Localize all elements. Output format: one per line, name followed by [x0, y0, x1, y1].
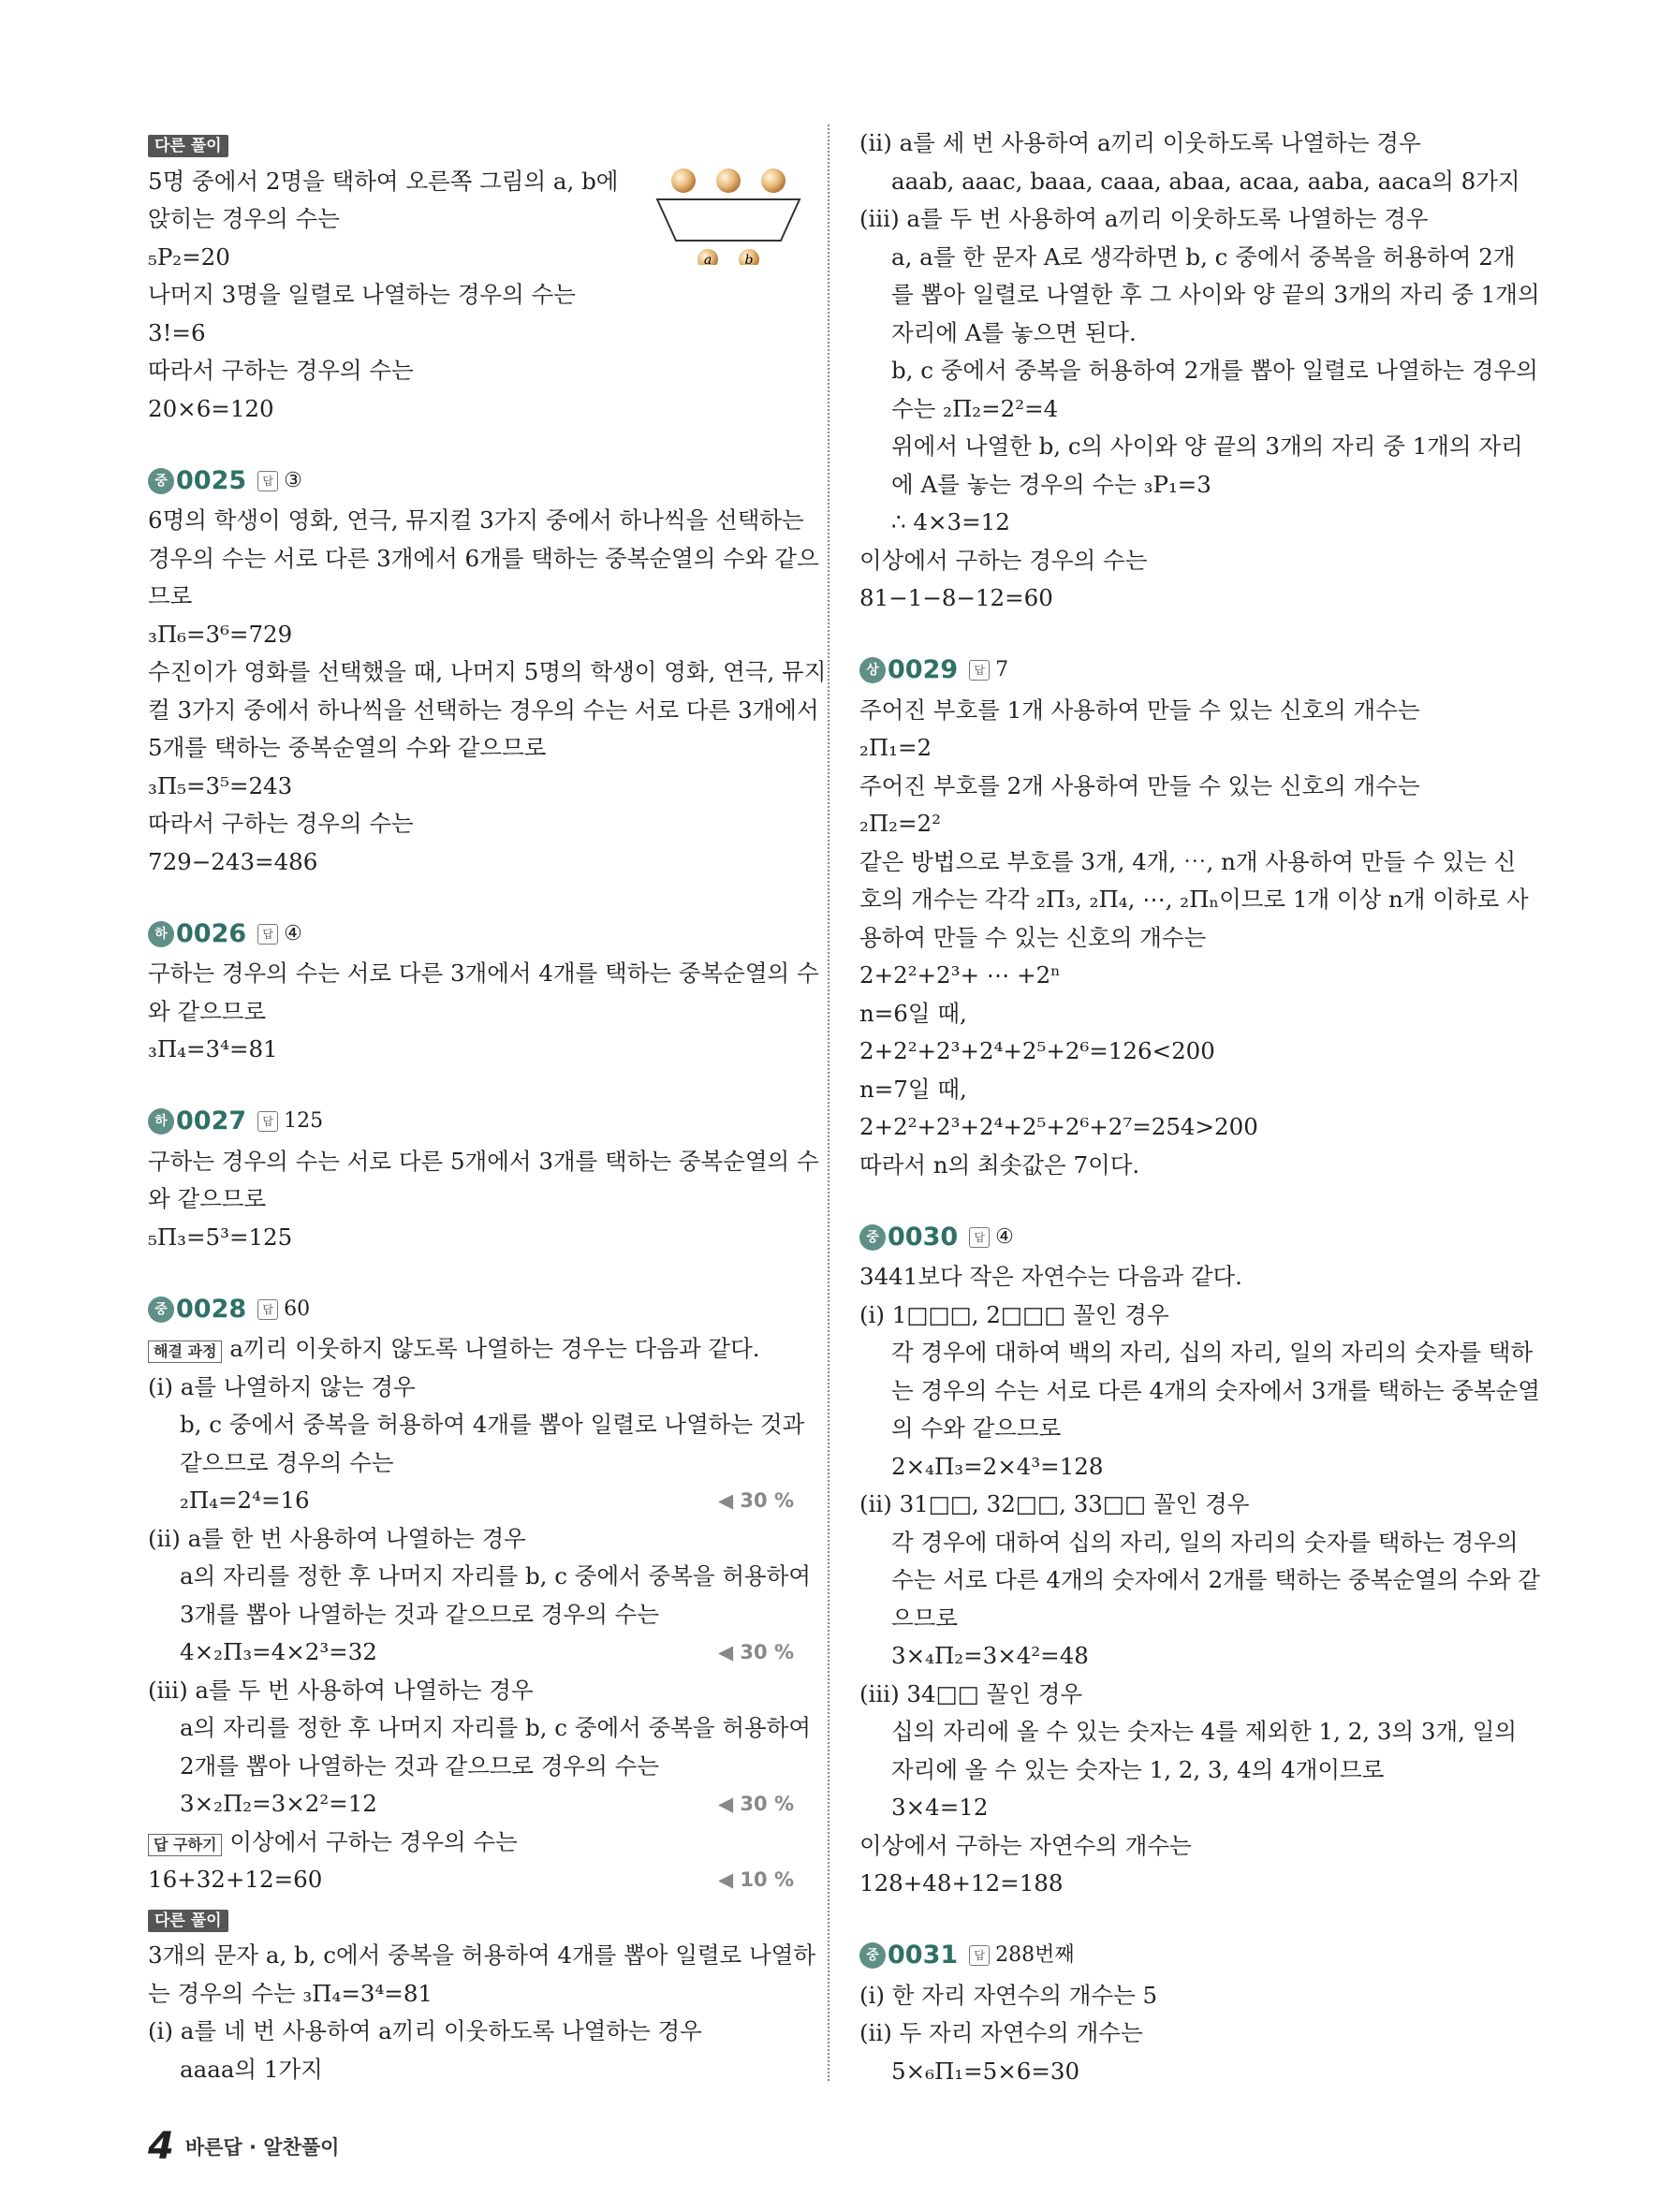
- answer-value: ③: [284, 468, 302, 492]
- score-percent: ◀ 10 %: [717, 1868, 794, 1891]
- text-line: 를 뽑아 일렬로 나열한 후 그 사이와 양 끝의 3개의 자리 중 1개의: [891, 281, 1540, 308]
- equation: 16+32+12=60: [148, 1866, 323, 1893]
- text-line: 으므로: [891, 1604, 959, 1632]
- problem-number: 0031: [888, 1941, 959, 1970]
- text-line: 5개를 택하는 중복순열의 수와 같으므로: [148, 734, 547, 761]
- text-line: 3개의 문자 a, b, c에서 중복을 허용하여 4개를 뽑아 일렬로 나열하: [148, 1941, 815, 1969]
- text-line: 2개를 뽑아 나열하는 것과 같으므로 경우의 수는: [180, 1751, 659, 1780]
- answer-icon: 답: [257, 1111, 278, 1132]
- problem-number: 0028: [176, 1294, 247, 1324]
- text-line: 십의 자리에 올 수 있는 숫자는 4를 제외한 1, 2, 3의 3개, 일의: [891, 1718, 1518, 1745]
- left-column: [148, 125, 827, 2088]
- text-line: 5명 중에서 2명을 택하여 오른쪽 그림의 a, b에: [148, 167, 619, 195]
- text-line: 는 경우의 수는 ₃Π₄=3⁴=81: [148, 1979, 433, 2007]
- equation: 20×6=120: [148, 394, 274, 422]
- text-line: n=7일 때,: [859, 1075, 967, 1103]
- level-badge: 하: [148, 921, 174, 947]
- equation: ₃Π₆=3⁶=729: [148, 620, 293, 648]
- seating-figure: [644, 125, 813, 265]
- text-line: b, c 중에서 중복을 허용하여 4개를 뽑아 일렬로 나열하는 것과: [180, 1411, 805, 1438]
- process-tag: 해결 과정: [148, 1340, 222, 1363]
- equation: 2×₄Π₃=2×4³=128: [891, 1452, 1104, 1480]
- level-badge: 중: [148, 468, 174, 494]
- alt-solution-tag: 다른 풀이: [148, 135, 228, 157]
- answer-step-tag: 답 구하기: [148, 1834, 222, 1856]
- answer-value: 288번째: [995, 1943, 1075, 1967]
- equation: 3×4=12: [891, 1794, 989, 1821]
- case-heading: (ⅲ) 34□□ 꼴인 경우: [859, 1679, 1083, 1707]
- text-line: 각 경우에 대하여 백의 자리, 십의 자리, 일의 자리의 숫자를 택하: [891, 1339, 1534, 1366]
- level-badge: 상: [859, 657, 886, 683]
- problem-header-0029: [859, 649, 1534, 692]
- answer-value: 7: [995, 658, 1009, 681]
- equation: ₅P₂=20: [148, 242, 230, 271]
- equation: ₂Π₁=2: [859, 734, 932, 761]
- text-line: 3개를 뽑아 나열하는 것과 같으므로 경우의 수는: [180, 1600, 659, 1628]
- score-percent: ◀ 30 %: [717, 1489, 794, 1512]
- equation: ₃Π₅=3⁵=243: [148, 771, 293, 799]
- equation: 3×₄Π₂=3×4²=48: [891, 1642, 1089, 1669]
- problem-header-0028: [148, 1287, 794, 1330]
- equation: 4×₂Π₃=4×2³=32: [180, 1638, 377, 1665]
- score-percent: ◀ 30 %: [717, 1793, 794, 1815]
- equation: 2+2²+2³+2⁴+2⁵+2⁶+2⁷=254>200: [859, 1113, 1258, 1140]
- answer-value: ④: [284, 921, 302, 945]
- answer-icon: 답: [257, 924, 278, 945]
- column-divider: [828, 125, 830, 2081]
- text-line: 므로: [148, 582, 193, 609]
- case-heading: (ⅰ) 1□□□, 2□□□ 꼴인 경우: [859, 1300, 1169, 1328]
- problem-header-0030: [859, 1215, 1534, 1258]
- text-line: 수는 ₂Π₂=2²=4: [891, 394, 1059, 422]
- text-line: 주어진 부호를 2개 사용하여 만들 수 있는 신호의 개수는: [859, 771, 1420, 799]
- text-line: n=6일 때,: [859, 999, 967, 1027]
- text-line: 와 같으므로: [148, 1185, 267, 1212]
- equation: 5×₆Π₁=5×6=30: [891, 2057, 1080, 2085]
- equation: ₂Π₄=2⁴=16: [180, 1487, 310, 1514]
- case-heading: (ⅲ) a를 두 번 사용하여 나열하는 경우: [148, 1676, 534, 1704]
- case-heading: (ⅲ) a를 두 번 사용하여 a끼리 이웃하도록 나열하는 경우: [859, 205, 1429, 232]
- text-line: aaaa의 1가지: [180, 2055, 323, 2083]
- text-line: 용하여 만들 수 있는 신호의 개수는: [859, 923, 1207, 951]
- right-column: [859, 125, 1540, 2090]
- text-line: 6명의 학생이 영화, 연극, 뮤지컬 3가지 중에서 하나씩을 선택하는: [148, 506, 804, 534]
- text-line: 에 A를 놓는 경우의 수는 ₃P₁=3: [891, 470, 1211, 498]
- text-line: 이상에서 구하는 경우의 수는: [229, 1827, 518, 1855]
- equation: 2+2²+2³+ ⋯ +2ⁿ: [859, 961, 1061, 989]
- text-line: 의 수와 같으므로: [891, 1414, 1062, 1442]
- text-line: 와 같으므로: [148, 997, 267, 1025]
- problem-number: 0026: [176, 918, 247, 948]
- text-line: 따라서 구하는 경우의 수는: [148, 357, 414, 384]
- level-badge: 중: [148, 1296, 174, 1323]
- problem-number: 0027: [176, 1106, 247, 1135]
- answer-value: 125: [284, 1109, 324, 1133]
- text-line: 따라서 n의 최솟값은 7이다.: [859, 1150, 1140, 1179]
- text-line: 자리에 A를 놓으면 된다.: [891, 318, 1137, 346]
- equation: 128+48+12=188: [859, 1869, 1064, 1897]
- problem-header-0027: [148, 1100, 794, 1143]
- answer-icon: 답: [969, 1227, 990, 1248]
- answer-icon: 답: [969, 660, 990, 681]
- case-heading: (ⅰ) 한 자리 자연수의 개수는 5: [859, 1981, 1158, 2009]
- answer-icon: 답: [969, 1945, 990, 1966]
- text-line: a의 자리를 정한 후 나머지 자리를 b, c 중에서 중복을 허용하여: [180, 1562, 812, 1589]
- problem-number: 0025: [176, 465, 247, 495]
- figure-label-a: a: [703, 253, 712, 265]
- case-heading: (ⅱ) a를 세 번 사용하여 a끼리 이웃하도록 나열하는 경우: [859, 129, 1421, 156]
- page-number: 4: [148, 2125, 174, 2168]
- problem-header-0026: [148, 912, 794, 955]
- figure-label-b: b: [744, 253, 754, 265]
- problem-header-0025: [148, 459, 794, 502]
- equation: ₃Π₄=3⁴=81: [148, 1035, 278, 1062]
- case-heading: (ⅰ) a를 나열하지 않는 경우: [148, 1372, 416, 1400]
- text-line: 위에서 나열한 b, c의 사이와 양 끝의 3개의 자리 중 1개의 자리: [891, 432, 1523, 460]
- level-badge: 하: [148, 1108, 174, 1135]
- answer-value: ④: [995, 1224, 1014, 1249]
- text-line: a끼리 이웃하지 않도록 나열하는 경우는 다음과 같다.: [229, 1335, 760, 1362]
- problem-header-0031: [859, 1934, 1534, 1977]
- equation: 3!=6: [148, 318, 206, 346]
- text-line: 각 경우에 대하여 십의 자리, 일의 자리의 숫자를 택하는 경우의: [891, 1528, 1519, 1556]
- equation: ₂Π₂=2²: [859, 810, 941, 837]
- case-heading: (ⅱ) 두 자리 자연수의 개수는: [859, 2019, 1143, 2046]
- text-line: 같은 방법으로 부호를 3개, 4개, ⋯, n개 사용하여 만들 수 있는 신: [859, 847, 1517, 875]
- score-percent: ◀ 30 %: [717, 1641, 794, 1663]
- text-line: 컬 3가지 중에서 하나씩을 선택하는 경우의 수는 서로 다른 3개에서: [148, 696, 819, 724]
- text-line: 자리에 올 수 있는 숫자는 1, 2, 3, 4의 4개이므로: [891, 1755, 1385, 1783]
- text-line: 구하는 경우의 수는 서로 다른 5개에서 3개를 택하는 중복순열의 수: [148, 1147, 819, 1175]
- equation: 3×₂Π₂=3×2²=12: [180, 1790, 377, 1817]
- case-heading: (ⅰ) a를 네 번 사용하여 a끼리 이웃하도록 나열하는 경우: [148, 2017, 702, 2044]
- text-line: b, c 중에서 중복을 허용하여 2개를 뽑아 일렬로 나열하는 경우의: [891, 357, 1538, 384]
- answer-icon: 답: [257, 471, 278, 491]
- text-line: a의 자리를 정한 후 나머지 자리를 b, c 중에서 중복을 허용하여: [180, 1714, 812, 1741]
- text-line: 나머지 3명을 일렬로 나열하는 경우의 수는: [148, 281, 576, 308]
- text-line: 3441보다 작은 자연수는 다음과 같다.: [859, 1263, 1242, 1290]
- text-line: 앉히는 경우의 수는: [148, 205, 340, 232]
- equation: 2+2²+2³+2⁴+2⁵+2⁶=126<200: [859, 1037, 1215, 1064]
- text-line: 경우의 수는 서로 다른 3개에서 6개를 택하는 중복순열의 수와 같으: [148, 544, 819, 572]
- page-footer: [148, 2125, 339, 2168]
- case-heading: (ⅱ) 31□□, 32□□, 33□□ 꼴인 경우: [859, 1490, 1250, 1517]
- text-line: 이상에서 구하는 경우의 수는: [859, 546, 1148, 574]
- equation: ₅Π₃=5³=125: [148, 1223, 293, 1251]
- text-line: a, a를 한 문자 A로 생각하면 b, c 중에서 중복을 허용하여 2개: [891, 242, 1516, 271]
- text-line: 주어진 부호를 1개 사용하여 만들 수 있는 신호의 개수는: [859, 696, 1420, 724]
- text-line: aaab, aaac, baaa, caaa, abaa, acaa, aaba, aaca의 8가지: [891, 167, 1520, 195]
- level-badge: 중: [859, 1224, 886, 1251]
- problem-number: 0030: [888, 1222, 959, 1252]
- text-line: 같으므로 경우의 수는: [180, 1448, 394, 1476]
- level-badge: 중: [859, 1942, 886, 1969]
- equation: 729−243=486: [148, 847, 318, 875]
- text-line: 따라서 구하는 경우의 수는: [148, 810, 414, 837]
- equation: ∴ 4×3=12: [891, 508, 1010, 535]
- text-line: 수진이가 영화를 선택했을 때, 나머지 5명의 학생이 영화, 연극, 뮤지: [148, 658, 827, 685]
- alt-solution-tag: 다른 풀이: [148, 1910, 228, 1932]
- answer-value: 60: [284, 1296, 311, 1321]
- case-heading: (ⅱ) a를 한 번 사용하여 나열하는 경우: [148, 1524, 526, 1552]
- book-title: 바른답 · 알찬풀이: [184, 2136, 340, 2159]
- text-line: 호의 개수는 각각 ₂Π₃, ₂Π₄, ⋯, ₂Πₙ이므로 1개 이상 n개 이하로 사: [859, 886, 1529, 913]
- text-line: 구하는 경우의 수는 서로 다른 3개에서 4개를 택하는 중복순열의 수: [148, 960, 819, 987]
- problem-number: 0029: [888, 655, 959, 684]
- equation: 81−1−8−12=60: [859, 584, 1053, 611]
- text-line: 는 경우의 수는 서로 다른 4개의 숫자에서 3개를 택하는 중복순열: [891, 1376, 1540, 1404]
- text-line: 수는 서로 다른 4개의 숫자에서 2개를 택하는 중복순열의 수와 같: [891, 1566, 1540, 1593]
- text-line: 이상에서 구하는 자연수의 개수는: [859, 1831, 1192, 1859]
- answer-icon: 답: [257, 1299, 278, 1320]
